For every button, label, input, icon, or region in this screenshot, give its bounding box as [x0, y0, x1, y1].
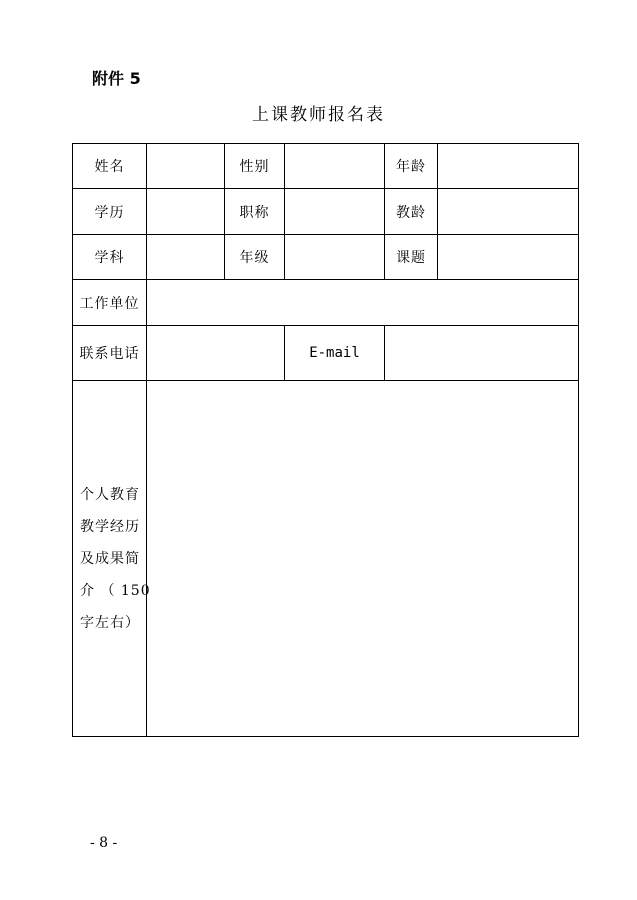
subject-field[interactable]: [147, 235, 225, 280]
gender-label: 性别: [225, 144, 285, 189]
age-label: 年龄: [385, 144, 438, 189]
form-title: 上课教师报名表: [252, 105, 385, 125]
professional-title-field[interactable]: [285, 189, 385, 235]
phone-field[interactable]: [147, 326, 285, 381]
grade-field[interactable]: [285, 235, 385, 280]
teaching-years-field[interactable]: [438, 189, 579, 235]
topic-label: 课题: [385, 235, 438, 280]
bio-label-line: 及成果简: [80, 550, 140, 567]
email-label: E-mail: [285, 326, 385, 381]
bio-field[interactable]: [147, 381, 579, 737]
phone-label: 联系电话: [73, 326, 147, 381]
subject-label: 学科: [73, 235, 147, 280]
gender-field[interactable]: [285, 144, 385, 189]
bio-label-line: 字左右）: [80, 614, 140, 631]
page-number: - 8 -: [90, 835, 118, 851]
name-field[interactable]: [147, 144, 225, 189]
email-field[interactable]: [385, 326, 579, 381]
bio-label-line: 个人教育: [80, 486, 140, 503]
age-field[interactable]: [438, 144, 579, 189]
education-field[interactable]: [147, 189, 225, 235]
workplace-field[interactable]: [147, 280, 579, 326]
grade-label: 年级: [225, 235, 285, 280]
bio-label-line: 介 （ 150: [80, 582, 151, 599]
bio-label: [73, 381, 151, 737]
education-label: 学历: [73, 189, 147, 235]
topic-field[interactable]: [438, 235, 579, 280]
professional-title-label: 职称: [225, 189, 285, 235]
bio-label-line: 教学经历: [80, 518, 140, 535]
attachment-label: 附件 5: [92, 69, 141, 88]
name-label: 姓名: [73, 144, 147, 189]
teaching-years-label: 教龄: [385, 189, 438, 235]
workplace-label: 工作单位: [73, 280, 147, 326]
registration-form-table: [72, 143, 579, 737]
